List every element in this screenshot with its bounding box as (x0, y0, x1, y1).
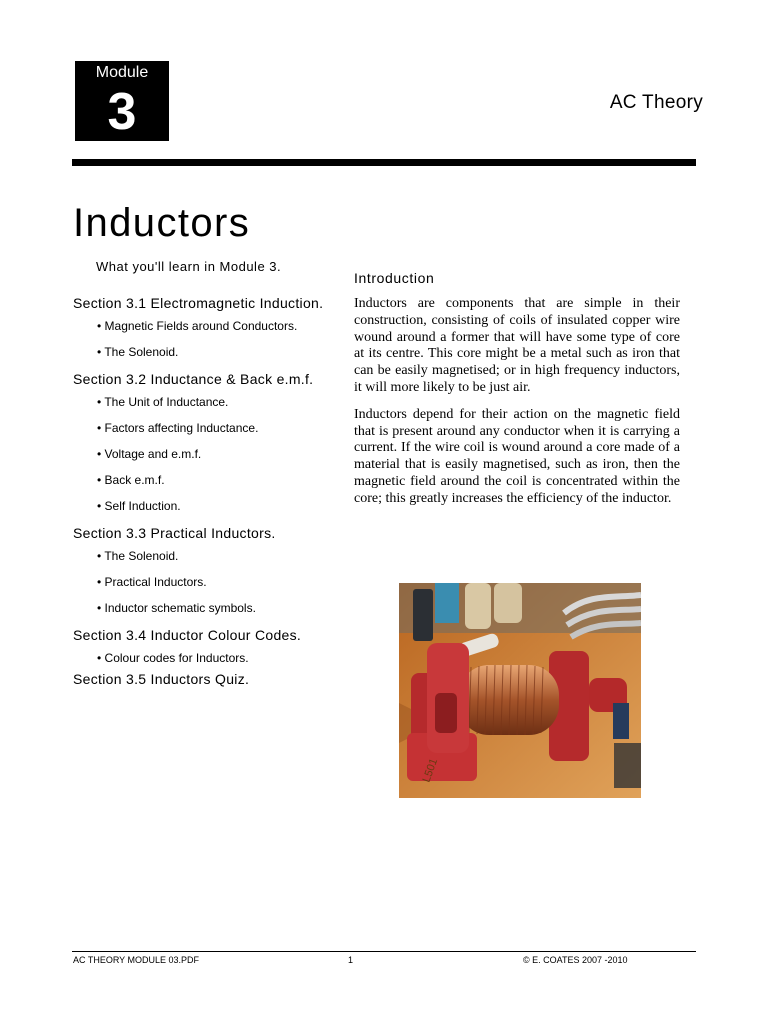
section-3-1 (73, 294, 348, 370)
list-item: • Colour codes for Inductors. (97, 651, 249, 665)
module-label: Module (95, 64, 149, 81)
list-item: • The Unit of Inductance. (97, 395, 229, 409)
list-item: • Self Induction. (97, 499, 181, 513)
introduction-paragraph: Inductors depend for their action on the magnetic field that is present around any conductor when it is carrying a current. If the wire coil is wound around a core made of a material that is easily magnetised, such as iron, then the magnetic field around the coil is concentrated within the core; this greatly increases the efficiency of the inductor. (354, 406, 680, 506)
section-3-2 (73, 370, 348, 524)
module-contents (73, 258, 348, 694)
page-title: Inductors (73, 201, 251, 245)
section-3-5 (73, 670, 348, 694)
section-heading: Section 3.5 Inductors Quiz. (73, 671, 250, 687)
section-heading: Section 3.4 Inductor Colour Codes. (73, 627, 302, 643)
board-marking: L501 (420, 756, 441, 785)
list-item: • Factors affecting Inductance. (97, 421, 259, 435)
section-3-4 (73, 626, 348, 670)
section-heading: Section 3.2 Inductance & Back e.m.f. (73, 371, 314, 387)
list-item: • The Solenoid. (97, 345, 179, 359)
footer-divider (72, 951, 696, 952)
introduction (354, 268, 680, 518)
footer-file: AC THEORY MODULE 03.PDF (73, 955, 200, 965)
list-item: • The Solenoid. (97, 549, 179, 563)
section-heading: Section 3.1 Electromagnetic Induction. (73, 295, 324, 311)
list-item: • Magnetic Fields around Conductors. (97, 319, 298, 333)
list-item: • Inductor schematic symbols. (97, 601, 256, 615)
inductor-photo (399, 583, 641, 798)
introduction-heading: Introduction (354, 270, 435, 286)
page-number: 1 (348, 955, 354, 965)
list-item: • Voltage and e.m.f. (97, 447, 202, 461)
section-3-3 (73, 524, 348, 626)
inductor-illustration (399, 583, 641, 798)
learn-intro: What you'll learn in Module 3. (96, 259, 282, 274)
footer-copyright: © E. COATES 2007 -2010 (523, 955, 628, 965)
list-item: • Back e.m.f. (97, 473, 165, 487)
module-number: 3 (107, 83, 137, 141)
header-divider (72, 159, 696, 166)
module-badge (75, 61, 169, 141)
section-heading: Section 3.3 Practical Inductors. (73, 525, 276, 541)
list-item: • Practical Inductors. (97, 575, 207, 589)
course-title: AC Theory (609, 92, 703, 113)
introduction-paragraph: Inductors are components that are simple in their construction, consisting of coils of insulated copper wire wound around a former that will have some type of core at its centre. This core might be a metal such as iron that can be easily magnetised; or in high frequency inductors, it will more likely to be just air. (354, 296, 680, 395)
